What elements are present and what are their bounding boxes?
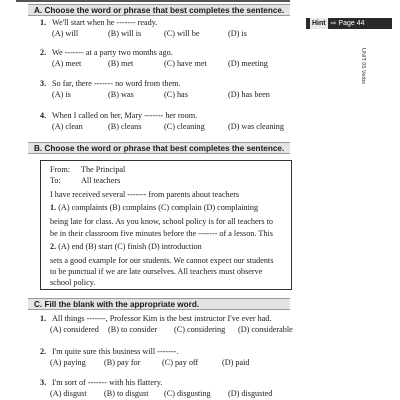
question-number: 1.	[40, 18, 47, 27]
unit-side-label: UNIT 05 Verbs	[360, 48, 366, 84]
option: (A) paying	[50, 358, 86, 367]
option: (C) pay off	[162, 358, 199, 367]
question-number: 1.	[40, 314, 47, 323]
option: (D) meeting	[228, 59, 268, 68]
question-c1	[40, 314, 272, 324]
option: (D) was cleaning	[228, 122, 284, 131]
option: (D) is	[228, 29, 247, 38]
option: (A) meet	[52, 59, 82, 68]
question-c3	[40, 378, 162, 388]
question-stem: I'm sort of ------- with his flattery.	[52, 378, 163, 387]
question-options: (A) end (B) start (C) finish (D) introduction	[58, 242, 202, 251]
question-stem: We ------- at a party two months ago.	[52, 48, 173, 57]
question-options: (A) complaints (B) complains (C) complain (D) complaining	[58, 203, 259, 212]
question-a1	[40, 18, 157, 28]
section-b-header: B. Choose the word or phrase that best completes the sentence.	[28, 142, 290, 154]
memo-q2	[50, 242, 202, 252]
memo-to-value: All teachers	[81, 176, 121, 185]
memo-q1	[50, 203, 258, 213]
memo-box	[40, 160, 292, 290]
hint-page-ref: ⇨ Page 44	[330, 20, 365, 27]
option: (D) disgusted	[228, 389, 273, 398]
question-number: 4.	[40, 111, 47, 120]
option: (B) will is	[108, 29, 142, 38]
memo-line: school policy.	[50, 278, 96, 287]
question-number: 3.	[40, 378, 47, 387]
question-number: 2.	[40, 48, 47, 57]
question-stem: All things -------, Professor Kim is the best instructor I've ever had.	[52, 314, 272, 323]
option: (B) was	[108, 90, 134, 99]
memo-line: I have received several ------- from parents about teachers	[50, 190, 240, 199]
question-stem: So far, there ------- no word from them.	[52, 79, 181, 88]
option: (B) to consider	[108, 325, 158, 334]
option: (C) have met	[164, 59, 207, 68]
hint-badge	[306, 18, 392, 29]
memo-from-label: From:	[50, 165, 71, 174]
option: (A) clean	[52, 122, 83, 131]
option: (B) to disgust	[104, 389, 149, 398]
option: (D) paid	[222, 358, 250, 367]
question-a3	[40, 79, 181, 89]
option: (C) cleaning	[164, 122, 205, 131]
question-number: 1.	[50, 203, 57, 212]
option: (D) considerable	[238, 325, 293, 334]
question-number: 2.	[50, 242, 57, 251]
option: (C) has	[164, 90, 188, 99]
option: (A) disgust	[50, 389, 87, 398]
option: (A) will	[52, 29, 79, 38]
option: (A) is	[52, 90, 71, 99]
memo-line: be in their classroom five minutes before the ------- of a lesson. This	[50, 229, 273, 238]
hint-tag: Hint	[312, 20, 326, 27]
question-a2	[40, 48, 173, 58]
question-a4	[40, 111, 197, 121]
option: (C) will be	[164, 29, 200, 38]
memo-line: sets a good example for our students. We cannot expect our students	[50, 256, 274, 265]
question-stem: I'm quite sure this business will -------.	[52, 347, 179, 356]
option: (B) pay for	[104, 358, 141, 367]
option: (C) considering	[174, 325, 226, 334]
memo-from-value: The Principal	[81, 165, 126, 174]
question-stem: When I called on her, Mary ------- her room.	[52, 111, 198, 120]
option: (C) disgusting	[164, 389, 211, 398]
section-a-header: A. Choose the word or phrase that best completes the sentence.	[28, 4, 290, 16]
section-c-header: C. Fill the blank with the appropriate word.	[28, 298, 290, 310]
question-stem: We'll start when he ------- ready.	[52, 18, 158, 27]
memo-to-label: To:	[50, 176, 61, 185]
option: (B) cleans	[108, 122, 142, 131]
memo-line: being late for class. As you know, school policy is for all teachers to	[50, 217, 273, 226]
option: (A) considered	[50, 325, 99, 334]
top-rule	[16, 0, 290, 2]
memo-line: to be punctual if we are late ourselves. All teachers must observe	[50, 267, 263, 276]
option: (B) met	[108, 59, 134, 68]
option: (D) has been	[228, 90, 270, 99]
question-c2	[40, 347, 178, 357]
question-number: 3.	[40, 79, 47, 88]
question-number: 2.	[40, 347, 47, 356]
